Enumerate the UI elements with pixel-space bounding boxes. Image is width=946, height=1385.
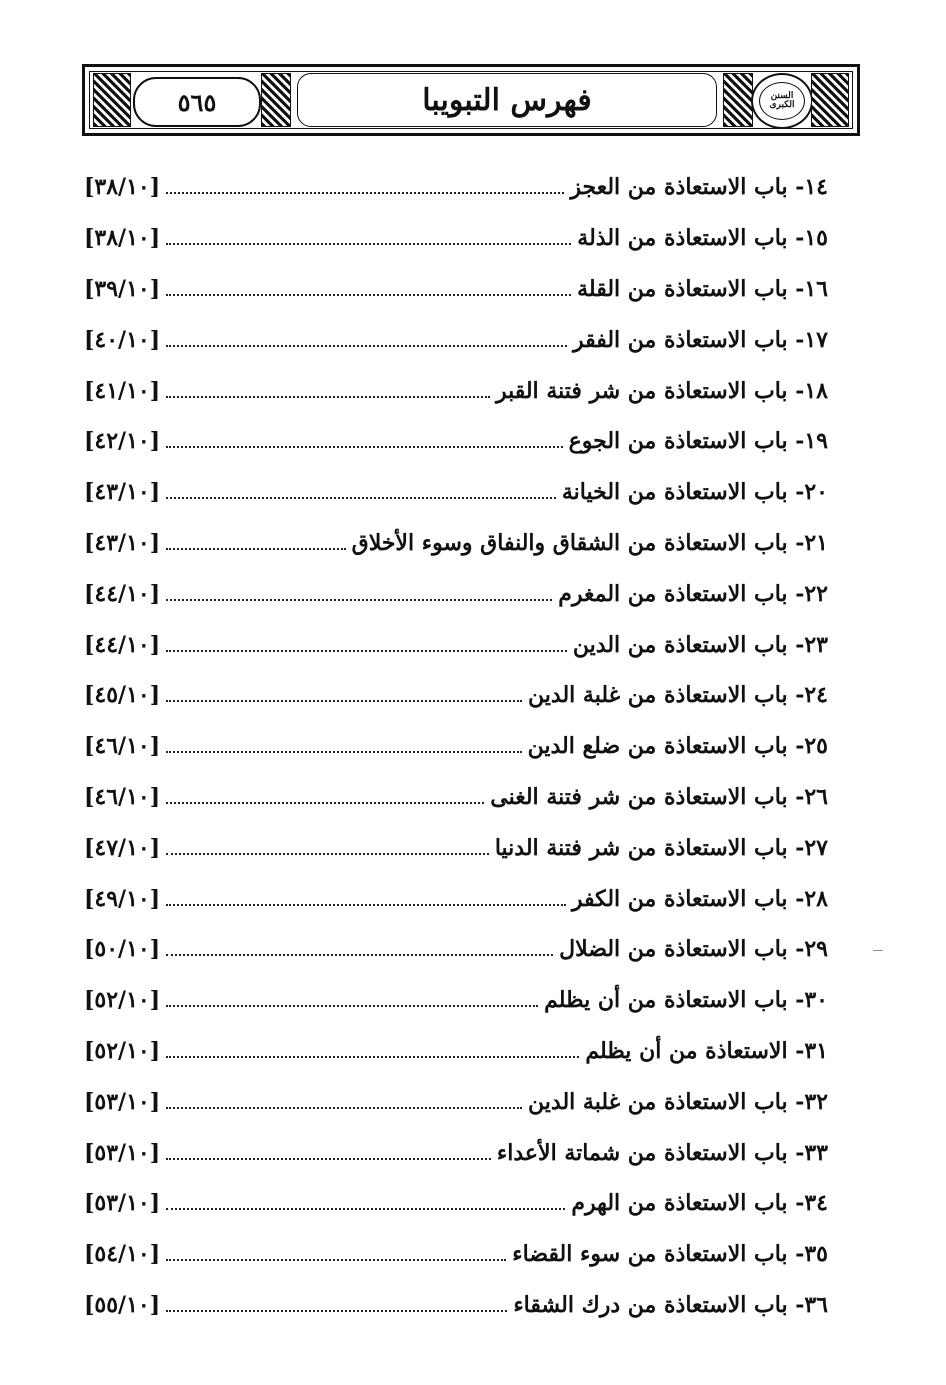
entry-reference: [٥٢/١٠] <box>84 987 161 1014</box>
dot-leader <box>166 192 564 194</box>
entry-title: ٢٠- باب الاستعاذة من الخيانة <box>561 479 828 506</box>
entry-title: ٣٤- باب الاستعاذة من الهرم <box>571 1190 828 1217</box>
entry-title: ٢٨- باب الاستعاذة من الكفر <box>571 885 828 912</box>
page-number: ٥٦٥ <box>177 87 217 117</box>
dot-leader <box>166 904 566 906</box>
entry-title: ٢٧- باب الاستعاذة من شر فتنة الدنيا <box>494 834 828 861</box>
toc-entry[interactable] <box>84 1076 828 1127</box>
emblem-text: السنن الكبرى <box>769 91 795 110</box>
entry-title: ١٦- باب الاستعاذة من القلة <box>577 275 828 302</box>
entry-title: ٣٠- باب الاستعاذة من أن يظلم <box>544 987 828 1014</box>
entry-reference: [٤٣/١٠] <box>84 529 161 556</box>
book-emblem-icon <box>751 73 813 129</box>
dot-leader <box>166 1259 506 1261</box>
page-number-cartouche <box>133 77 261 127</box>
entry-reference: [٥٣/١٠] <box>84 1088 161 1115</box>
entry-title: ٣٦- باب الاستعاذة من درك الشقاء <box>513 1291 828 1318</box>
dot-leader <box>166 1158 491 1160</box>
entry-title: ١٤- باب الاستعاذة من العجز <box>570 174 828 201</box>
toc-entry[interactable] <box>84 1229 828 1280</box>
toc-entry[interactable] <box>84 772 828 823</box>
entry-title: ٣٢- باب الاستعاذة من غلبة الدين <box>528 1088 828 1115</box>
dot-leader <box>166 497 556 499</box>
entry-reference: [٣٨/١٠] <box>84 225 161 252</box>
ornament-left-outer <box>93 73 131 127</box>
emblem-inner-ring <box>759 82 805 120</box>
toc-entry[interactable] <box>84 416 828 467</box>
entry-reference: [٥٠/١٠] <box>84 936 161 963</box>
entry-title: ٢٣- باب الاستعاذة من الدين <box>572 631 828 658</box>
entry-title: ٢٤- باب الاستعاذة من غلبة الدين <box>528 682 828 709</box>
entry-reference: [٥٣/١٠] <box>84 1190 161 1217</box>
entry-reference: [٤٧/١٠] <box>84 834 161 861</box>
entry-title: ٢١- باب الاستعاذة من الشقاق والنفاق وسوء الأخلاق <box>351 529 828 556</box>
entry-reference: [٤٤/١٠] <box>84 631 161 658</box>
toc-entry[interactable] <box>84 1178 828 1229</box>
dot-leader <box>166 599 552 601</box>
toc-entry[interactable] <box>84 162 828 213</box>
entry-reference: [٤٤/١٠] <box>84 580 161 607</box>
toc-entry[interactable] <box>84 924 828 975</box>
toc-entry[interactable] <box>84 314 828 365</box>
entry-title: ٢٥- باب الاستعاذة من ضلع الدين <box>527 733 828 760</box>
dot-leader <box>166 1056 579 1058</box>
entry-reference: [٣٩/١٠] <box>84 275 161 302</box>
entry-title: ١٨- باب الاستعاذة من شر فتنة القبر <box>495 377 828 404</box>
dot-leader <box>166 954 553 956</box>
dot-leader <box>166 1005 538 1007</box>
entry-title: ١٥- باب الاستعاذة من الذلة <box>577 225 828 252</box>
dot-leader <box>166 1310 507 1312</box>
toc-entry[interactable] <box>84 1127 828 1178</box>
entry-title: ٢٢- باب الاستعاذة من المغرم <box>558 580 828 607</box>
entry-reference: [٤٠/١٠] <box>84 326 161 353</box>
page-header <box>82 64 860 136</box>
entry-title: ١٧- باب الاستعاذة من الفقر <box>572 326 828 353</box>
toc-entry[interactable] <box>84 365 828 416</box>
entry-reference: [٤١/١٠] <box>84 377 161 404</box>
entry-reference: [٥٣/١٠] <box>84 1139 161 1166</box>
entry-reference: [٤٢/١٠] <box>84 428 161 455</box>
toc-entry[interactable] <box>84 264 828 315</box>
toc-entry[interactable] <box>84 975 828 1026</box>
dot-leader <box>166 650 567 652</box>
entry-title: ٢٦- باب الاستعاذة من شر فتنة الغنى <box>490 783 828 810</box>
margin-mark <box>873 950 883 951</box>
entry-reference: [٤٦/١٠] <box>84 733 161 760</box>
dot-leader <box>166 802 484 804</box>
toc-entry[interactable] <box>84 467 828 518</box>
entry-reference: [٥٤/١٠] <box>84 1241 161 1268</box>
dot-leader <box>166 345 567 347</box>
entry-reference: [٣٨/١٠] <box>84 174 161 201</box>
ornament-left-inner <box>261 73 291 127</box>
toc-entry[interactable] <box>84 1026 828 1077</box>
entry-reference: [٥٥/١٠] <box>84 1291 161 1318</box>
dot-leader <box>166 243 571 245</box>
toc-entry[interactable] <box>84 721 828 772</box>
entry-title: ٣٥- باب الاستعاذة من سوء القضاء <box>512 1241 828 1268</box>
entry-reference: [٤٩/١٠] <box>84 885 161 912</box>
entry-reference: [٤٣/١٠] <box>84 479 161 506</box>
title-panel <box>297 73 717 127</box>
ornament-right-outer <box>811 73 849 127</box>
dot-leader <box>166 294 571 296</box>
entry-title: ٣١- الاستعاذة من أن يظلم <box>585 1037 828 1064</box>
dot-leader <box>166 446 562 448</box>
dot-leader <box>166 396 490 398</box>
entry-reference: [٤٥/١٠] <box>84 682 161 709</box>
table-of-contents <box>84 162 828 1330</box>
toc-entry[interactable] <box>84 1280 828 1331</box>
toc-entry[interactable] <box>84 670 828 721</box>
toc-entry[interactable] <box>84 518 828 569</box>
entry-title: ٢٩- باب الاستعاذة من الضلال <box>559 936 828 963</box>
dot-leader <box>166 853 489 855</box>
ornament-right-inner <box>723 73 753 127</box>
dot-leader <box>166 548 345 550</box>
toc-entry[interactable] <box>84 822 828 873</box>
toc-entry[interactable] <box>84 619 828 670</box>
toc-entry[interactable] <box>84 873 828 924</box>
entry-reference: [٤٦/١٠] <box>84 783 161 810</box>
dot-leader <box>166 1208 565 1210</box>
toc-entry[interactable] <box>84 568 828 619</box>
entry-title: ١٩- باب الاستعاذة من الجوع <box>568 428 828 455</box>
dot-leader <box>166 700 522 702</box>
dot-leader <box>166 751 521 753</box>
dot-leader <box>166 1107 522 1109</box>
section-title: فهرس التبويبا <box>422 82 592 118</box>
entry-title: ٣٣- باب الاستعاذة من شماتة الأعداء <box>496 1139 828 1166</box>
entry-reference: [٥٢/١٠] <box>84 1037 161 1064</box>
toc-entry[interactable] <box>84 213 828 264</box>
